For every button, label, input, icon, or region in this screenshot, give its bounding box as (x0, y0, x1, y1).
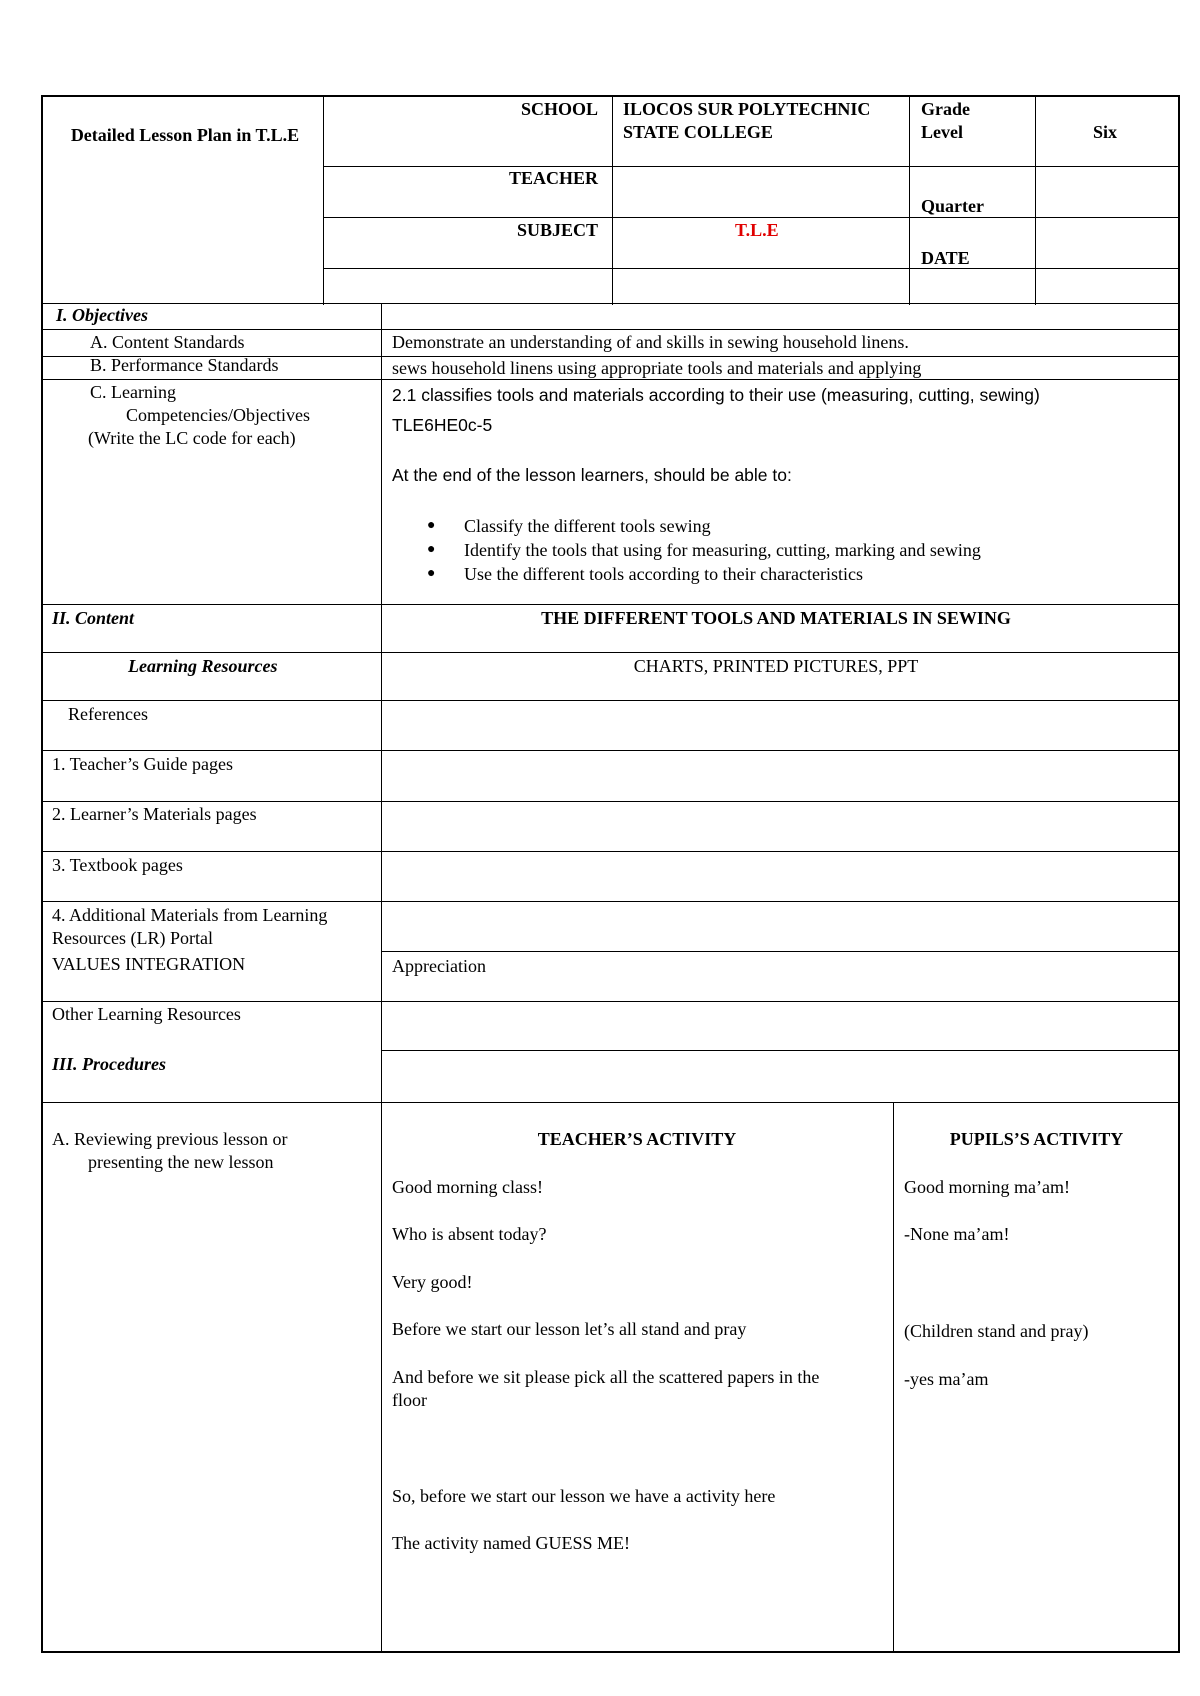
grade-level-label: Grade Level (921, 99, 970, 142)
objective-item: Use the different tools according to their characteristics (464, 564, 864, 584)
competency-code: TLE6HE0c-5 (392, 415, 493, 435)
bullet-icon: ● (427, 518, 436, 533)
pupil-line: -yes ma’am (904, 1369, 989, 1389)
teacher-line: And before we sit please pick all the scattered papers in the (392, 1367, 820, 1387)
objective-item: Identify the tools that using for measuring, cutting, marking and sewing (464, 540, 981, 560)
values-integration-label: VALUES INTEGRATION (52, 954, 246, 974)
learning-competencies-label: Competencies/Objectives (126, 405, 310, 425)
subject-value: T.L.E (735, 220, 779, 240)
row-divider (41, 1001, 1180, 1002)
bullet-icon: ● (427, 542, 436, 557)
row-divider (41, 652, 1180, 653)
row-divider (41, 750, 1180, 751)
teacher-line: Very good! (392, 1272, 473, 1292)
header-divider (909, 95, 910, 305)
header-divider (323, 268, 1180, 269)
pupil-line: Good morning ma’am! (904, 1177, 1070, 1197)
header-divider (323, 217, 1180, 218)
textbook-label: 3. Textbook pages (52, 855, 183, 875)
performance-standards-value: sews household linens using appropriate tools and materials and applying (392, 358, 922, 378)
teacher-line: So, before we start our lesson we have a activity here (392, 1486, 776, 1506)
content-topic: THE DIFFERENT TOOLS AND MATERIALS IN SEWING (541, 608, 1011, 628)
header-divider (1035, 95, 1036, 305)
row-divider (381, 951, 1180, 952)
lc-code-instruction: (Write the LC code for each) (88, 428, 296, 448)
learners-materials-label: 2. Learner’s Materials pages (52, 804, 257, 824)
content-standards-value: Demonstrate an understanding of and skills in sewing household linens. (392, 332, 909, 352)
row-divider (41, 801, 1180, 802)
activity-column-divider (893, 1102, 894, 1653)
content-standards-label: A. Content Standards (90, 332, 245, 352)
values-integration-value: Appreciation (392, 956, 486, 976)
body-column-divider (381, 303, 382, 1653)
lesson-intro: At the end of the lesson learners, should be able to: (392, 465, 792, 485)
teachers-guide-label: 1. Teacher’s Guide pages (52, 754, 234, 774)
row-divider (41, 604, 1180, 605)
header-divider (323, 166, 1180, 167)
row-divider (381, 1050, 1180, 1051)
pupil-line: -None ma’am! (904, 1224, 1010, 1244)
objectives-heading: I. Objectives (56, 305, 148, 325)
date-label: DATE (921, 248, 970, 268)
row-divider (41, 901, 1180, 902)
bullet-icon: ● (427, 566, 436, 581)
references-label: References (68, 704, 148, 724)
row-divider (41, 700, 1180, 701)
teacher-line: floor (392, 1390, 427, 1410)
additional-materials-label: Resources (LR) Portal (52, 928, 213, 948)
grade-level-value: Six (1093, 122, 1118, 142)
row-divider (41, 851, 1180, 852)
teacher-line: Who is absent today? (392, 1224, 547, 1244)
header-divider (41, 303, 1180, 304)
step-a-label: A. Reviewing previous lesson or (52, 1129, 288, 1149)
pupil-activity-heading: PUPILS’S ACTIVITY (949, 1129, 1124, 1149)
lesson-plan-title: Detailed Lesson Plan in T.L.E (70, 125, 300, 145)
header-divider (612, 95, 613, 305)
row-divider (41, 1102, 1180, 1103)
learning-competencies-label: C. Learning (90, 382, 176, 402)
learning-resources-label: Learning Resources (128, 656, 278, 676)
teacher-label: TEACHER (508, 168, 598, 188)
row-divider (41, 329, 1180, 330)
quarter-label: Quarter (921, 196, 984, 216)
objective-item: Classify the different tools sewing (464, 516, 711, 536)
teacher-activity-heading: TEACHER’S ACTIVITY (537, 1129, 737, 1149)
header-divider (323, 95, 324, 305)
content-heading: II. Content (52, 608, 135, 628)
additional-materials-label: 4. Additional Materials from Learning (52, 905, 328, 925)
teacher-line: The activity named GUESS ME! (392, 1533, 630, 1553)
teacher-line: Good morning class! (392, 1177, 543, 1197)
learning-resources-value: CHARTS, PRINTED PICTURES, PPT (633, 656, 919, 676)
step-a-label: presenting the new lesson (88, 1152, 274, 1172)
subject-label: SUBJECT (516, 220, 598, 240)
other-resources-label: Other Learning Resources (52, 1004, 241, 1024)
competency-text: 2.1 classifies tools and materials according to their use (measuring, cutting, sewing) (392, 385, 1040, 405)
procedures-heading: III. Procedures (52, 1054, 167, 1074)
school-label: SCHOOL (520, 99, 598, 119)
school-value: ILOCOS SUR POLYTECHNIC STATE COLLEGE (623, 99, 871, 142)
pupil-line: (Children stand and pray) (904, 1321, 1089, 1341)
teacher-line: Before we start our lesson let’s all stand and pray (392, 1319, 747, 1339)
performance-standards-label: B. Performance Standards (90, 355, 279, 375)
